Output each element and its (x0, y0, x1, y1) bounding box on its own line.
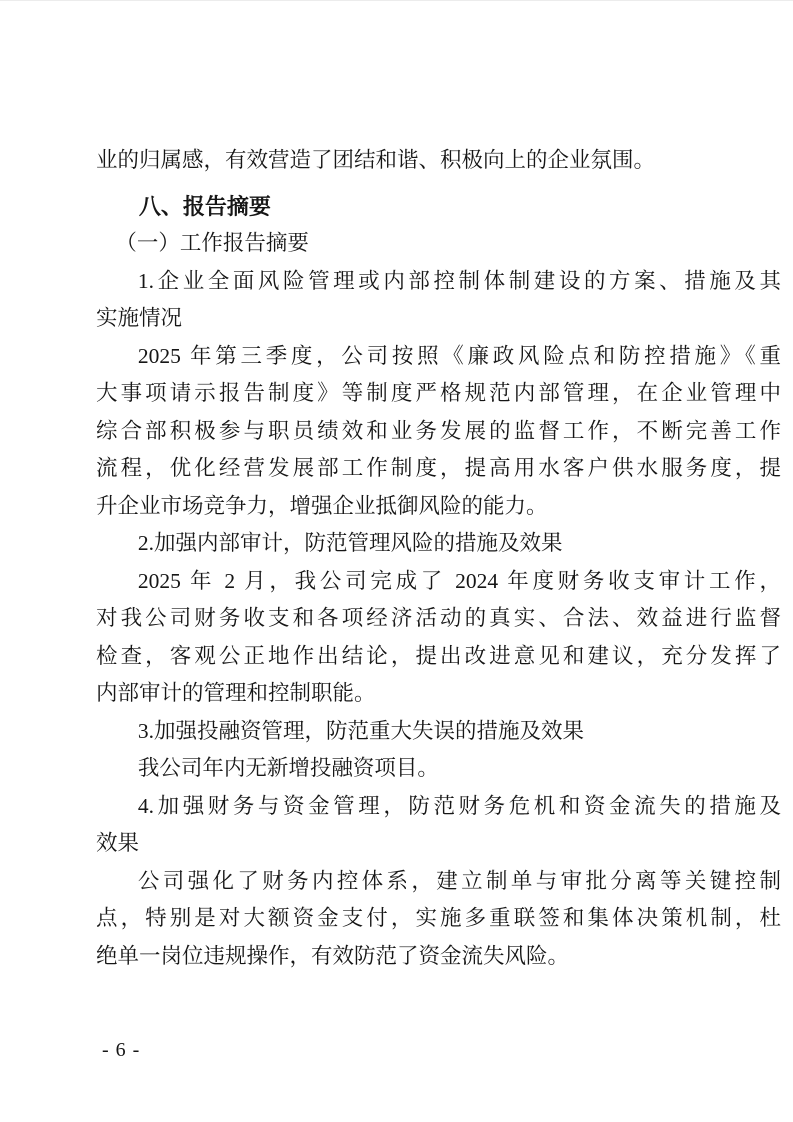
body-line: 公司强化了财务内控体系，建立制单与审批分离等关键控制 (137, 868, 781, 893)
list-item-heading: 3.加强投融资管理，防范重大失误的措施及效果 (137, 718, 585, 743)
body-line: 绝单一岗位违规操作，有效防范了资金流失风险。 (96, 943, 570, 968)
document-content (96, 142, 781, 975)
body-line: 升企业市场竞争力，增强企业抵御风险的能力。 (96, 493, 548, 518)
body-line: 实施情况 (96, 306, 183, 330)
body-line: 我公司年内无新增投融资项目。 (137, 756, 439, 780)
list-item-heading: 2.加强内部审计，防范管理风险的措施及效果 (137, 531, 563, 555)
body-line: 检查，客观公正地作出结论，提出改进意见和建议，充分发挥了 (96, 643, 781, 668)
body-line: 对我公司财务收支和各项经济活动的真实、合法、效益进行监督 (96, 606, 781, 630)
body-line: 2025 年 2 月，我公司完成了 2024 年度财务收支审计工作， (137, 568, 781, 593)
body-line: 点，特别是对大额资金支付，实施多重联签和集体决策机制，杜 (96, 906, 781, 930)
body-line: 大事项请示报告制度》等制度严格规范内部管理，在企业管理中 (96, 381, 781, 405)
subsection-heading: （一）工作报告摘要 (115, 231, 309, 255)
page-number: - 6 - (102, 1039, 141, 1061)
body-line: 综合部积极参与职员绩效和业务发展的监督工作，不断完善工作 (96, 418, 781, 443)
body-line: 流程，优化经营发展部工作制度，提高用水客户供水服务度，提 (96, 456, 781, 480)
list-item-heading: 4.加强财务与资金管理，防范财务危机和资金流失的措施及 (137, 793, 781, 818)
body-line: 业的归属感，有效营造了团结和谐、积极向上的企业氛围。 (96, 148, 656, 172)
section-heading: 八、报告摘要 (138, 193, 271, 219)
body-line: 效果 (96, 831, 140, 855)
body-line: 1.企业全面风险管理或内部控制体制建设的方案、措施及其 (137, 268, 781, 293)
body-line: 2025 年第三季度，公司按照《廉政风险点和防控措施》《重 (137, 343, 781, 368)
body-line: 内部审计的管理和控制职能。 (96, 681, 376, 705)
